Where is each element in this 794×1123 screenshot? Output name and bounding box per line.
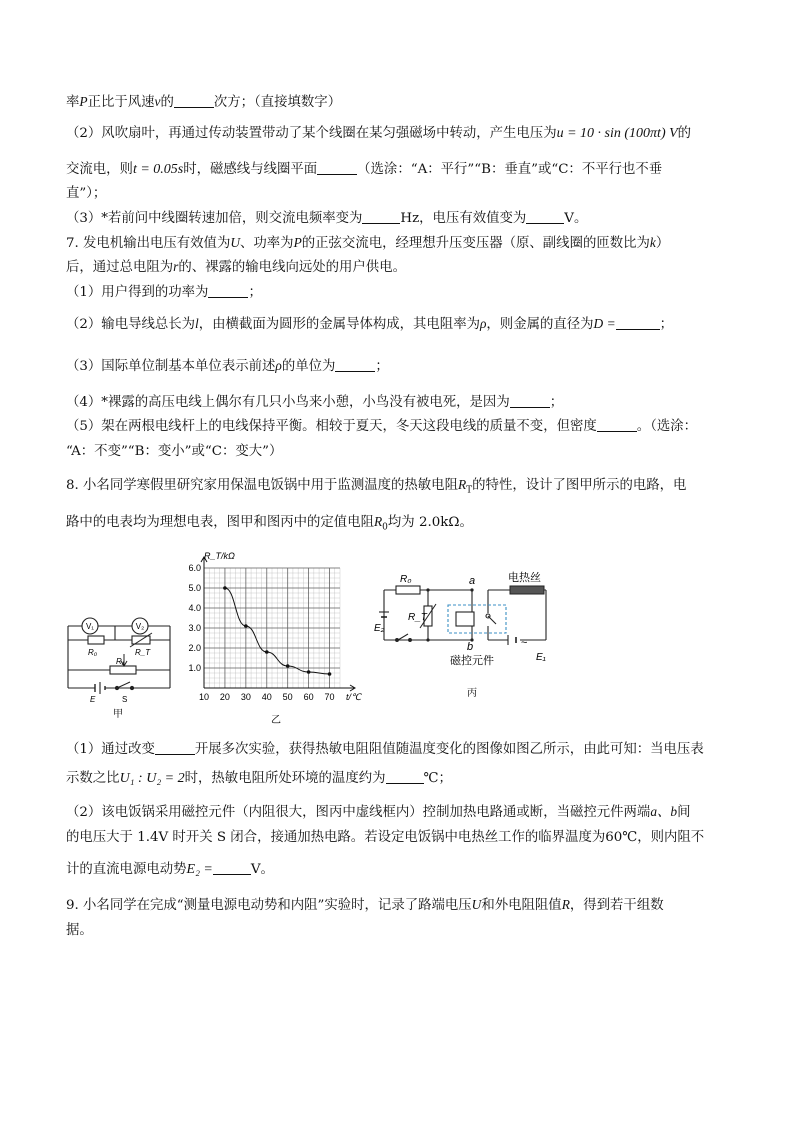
data-point — [265, 650, 269, 654]
q8-line-2: 路中的电表均为理想电表，图甲和图丙中的定值电阻$R_0$均为 2.0kΩ。 — [66, 514, 473, 533]
q7-part-3: （3）国际单位制基本单位表示前述ρ的单位为 ； — [66, 358, 389, 374]
figure-bing-circuit — [370, 568, 560, 703]
label-b: b — [467, 641, 474, 653]
label-e: E — [90, 695, 96, 704]
q6-part-2-end: 直”）； — [66, 186, 107, 201]
label-rt: R_T — [408, 612, 427, 623]
chart-axes — [201, 557, 355, 691]
label-rt: R_T — [135, 648, 151, 657]
chart-xlabel: t/℃ — [346, 692, 362, 702]
q9-line-2: 据。 — [66, 923, 93, 938]
q6-part-2-cont: 交流电，则t = 0.05s时，磁感线与线圈平面 （选涂：“A：平行”“B：垂直”或“C：不平行也不垂 — [66, 162, 663, 177]
q8-part-2-end: 计的直流电源电动势E₂ = V。 — [66, 862, 274, 877]
answer-blank[interactable] — [335, 358, 375, 372]
q7-line-2: 后，通过总电阻为r的、裸露的输电线向远处的用户供电。 — [66, 259, 406, 275]
y-tick-label: 4.0 — [188, 603, 201, 613]
x-tick-label: 10 — [198, 692, 210, 702]
answer-blank[interactable] — [208, 284, 248, 298]
q8-part-1: （1）通过改变 开展多次实验，获得热敏电阻阻值随温度变化的图像如图乙所示，由此可知：当电压表 — [66, 742, 704, 757]
answer-blank[interactable] — [526, 210, 564, 224]
y-tick-label: 3.0 — [188, 623, 201, 633]
chart-caption: 乙 — [271, 715, 281, 726]
label-r0: R₀ — [400, 574, 412, 585]
q7-line-1: 7. 发电机输出电压有效值为U、功率为P的正弦交流电，经理想升压变压器（原、副线圈的匝数比为k） — [66, 235, 670, 251]
q7-part-1: （1）用户得到的功率为 ； — [66, 285, 262, 300]
y-tick-label: 5.0 — [188, 583, 201, 593]
x-tick-label: 60 — [303, 692, 314, 702]
answer-blank[interactable] — [386, 770, 424, 784]
label-r1: R₁ — [116, 657, 125, 666]
resistor-r0-icon — [88, 636, 104, 644]
q7-part-5: （5）架在两根电线杆上的电线保持平衡。相较于夏天，冬天这段电线的质量不变，但密度 。（选涂： — [66, 419, 698, 434]
x-tick-label: 70 — [324, 692, 335, 702]
data-point — [223, 586, 227, 590]
y-tick-label: 1.0 — [188, 663, 201, 673]
chart-grid — [204, 568, 340, 688]
caption-bing: 丙 — [467, 688, 477, 699]
data-point — [244, 624, 248, 628]
data-point — [328, 672, 332, 676]
heater-wire-icon — [510, 586, 544, 594]
answer-blank[interactable] — [213, 861, 251, 875]
battery-e1-icon — [508, 635, 516, 645]
q6-part-2: （2）风吹扇叶，再通过传动装置带动了某个线圈在某匀强磁场中转动，产生电压为u = 10 · sin (100πt) V的 — [66, 126, 692, 141]
answer-blank[interactable] — [174, 94, 214, 108]
q8-part-1-cont: 示数之比U₁ : U₂ = 2时，热敏电阻所处环境的温度约为 ℃； — [66, 771, 452, 786]
label-ac: ~ — [521, 637, 528, 649]
label-r0: R₀ — [88, 648, 98, 657]
q8-part-2-cont: 的电压大于 1.4V 时开关 S 闭合，接通加热电路。若设定电饭锅中电热丝工作的临界温度为60℃，则内阻不 — [66, 830, 705, 845]
figure-jia-circuit — [60, 600, 178, 722]
label-e2: E₂ — [374, 623, 385, 634]
answer-blank[interactable] — [155, 741, 195, 755]
q7-part-4: （4）*裸露的高压电线上偶尔有几只小鸟来小憩，小鸟没有被电死，是因为 ； — [66, 395, 564, 410]
label-s: S — [122, 695, 128, 704]
y-tick-label: 2.0 — [188, 643, 201, 653]
chart-ylabel: R_T/kΩ — [204, 551, 235, 561]
label-v2: V₂ — [135, 622, 145, 631]
x-tick-label: 20 — [219, 692, 230, 702]
q7-part-2: （2）输电导线总长为l，由横截面为圆形的金属导体构成，其电阻率为ρ，则金属的直径为D = ； — [66, 316, 673, 332]
label-e1: E₁ — [536, 652, 546, 663]
figure-yi-chart — [180, 548, 370, 728]
resistor-r0-icon — [396, 586, 420, 594]
x-tick-label: 50 — [282, 692, 293, 702]
answer-blank[interactable] — [362, 210, 400, 224]
q7-part-5-options: “A：不变”“B：变小”或“C：变大”） — [66, 444, 283, 459]
label-a: a — [469, 575, 476, 587]
q8-part-2: （2）该电饭锅采用磁控元件（内阻很大，图丙中虚线框内）控制加热电路通或断，当磁控元件两端a、b间 — [66, 804, 691, 820]
label-component: 磁控元件 — [450, 655, 494, 667]
answer-blank[interactable] — [510, 394, 550, 408]
q9-line-1: 9. 小名同学在完成“测量电源电动势和内阻”实验时，记录了路端电压U和外电阻阻值R，得到若干组数 — [66, 897, 664, 913]
caption-jia: 甲 — [113, 709, 123, 720]
answer-blank[interactable] — [597, 418, 637, 432]
label-heater: 电热丝 — [508, 572, 541, 584]
x-tick-label: 30 — [240, 692, 251, 702]
y-tick-label: 6.0 — [188, 563, 201, 573]
q8-line-1: 8. 小名同学寒假里研究家用保温电饭锅中用于监测温度的热敏电阻$R_T$的特性，设计了图甲所示的电路，电 — [66, 477, 687, 496]
label-v1: V₁ — [85, 622, 95, 631]
relay-switch-icon — [486, 614, 496, 624]
data-point — [307, 670, 311, 674]
answer-blank[interactable] — [616, 316, 660, 330]
data-point — [286, 664, 290, 668]
rheostat-r1-icon — [110, 666, 136, 674]
coil-icon — [456, 612, 474, 626]
answer-blank[interactable] — [317, 161, 357, 175]
q6-part-3: （3）*若前问中线圈转速加倍，则交流电频率变为 Hz，电压有效值变为 V。 — [66, 211, 588, 226]
x-tick-label: 40 — [261, 692, 272, 702]
q6-line-1: 率P正比于风速v的 次方；（直接填数字） — [66, 94, 342, 110]
